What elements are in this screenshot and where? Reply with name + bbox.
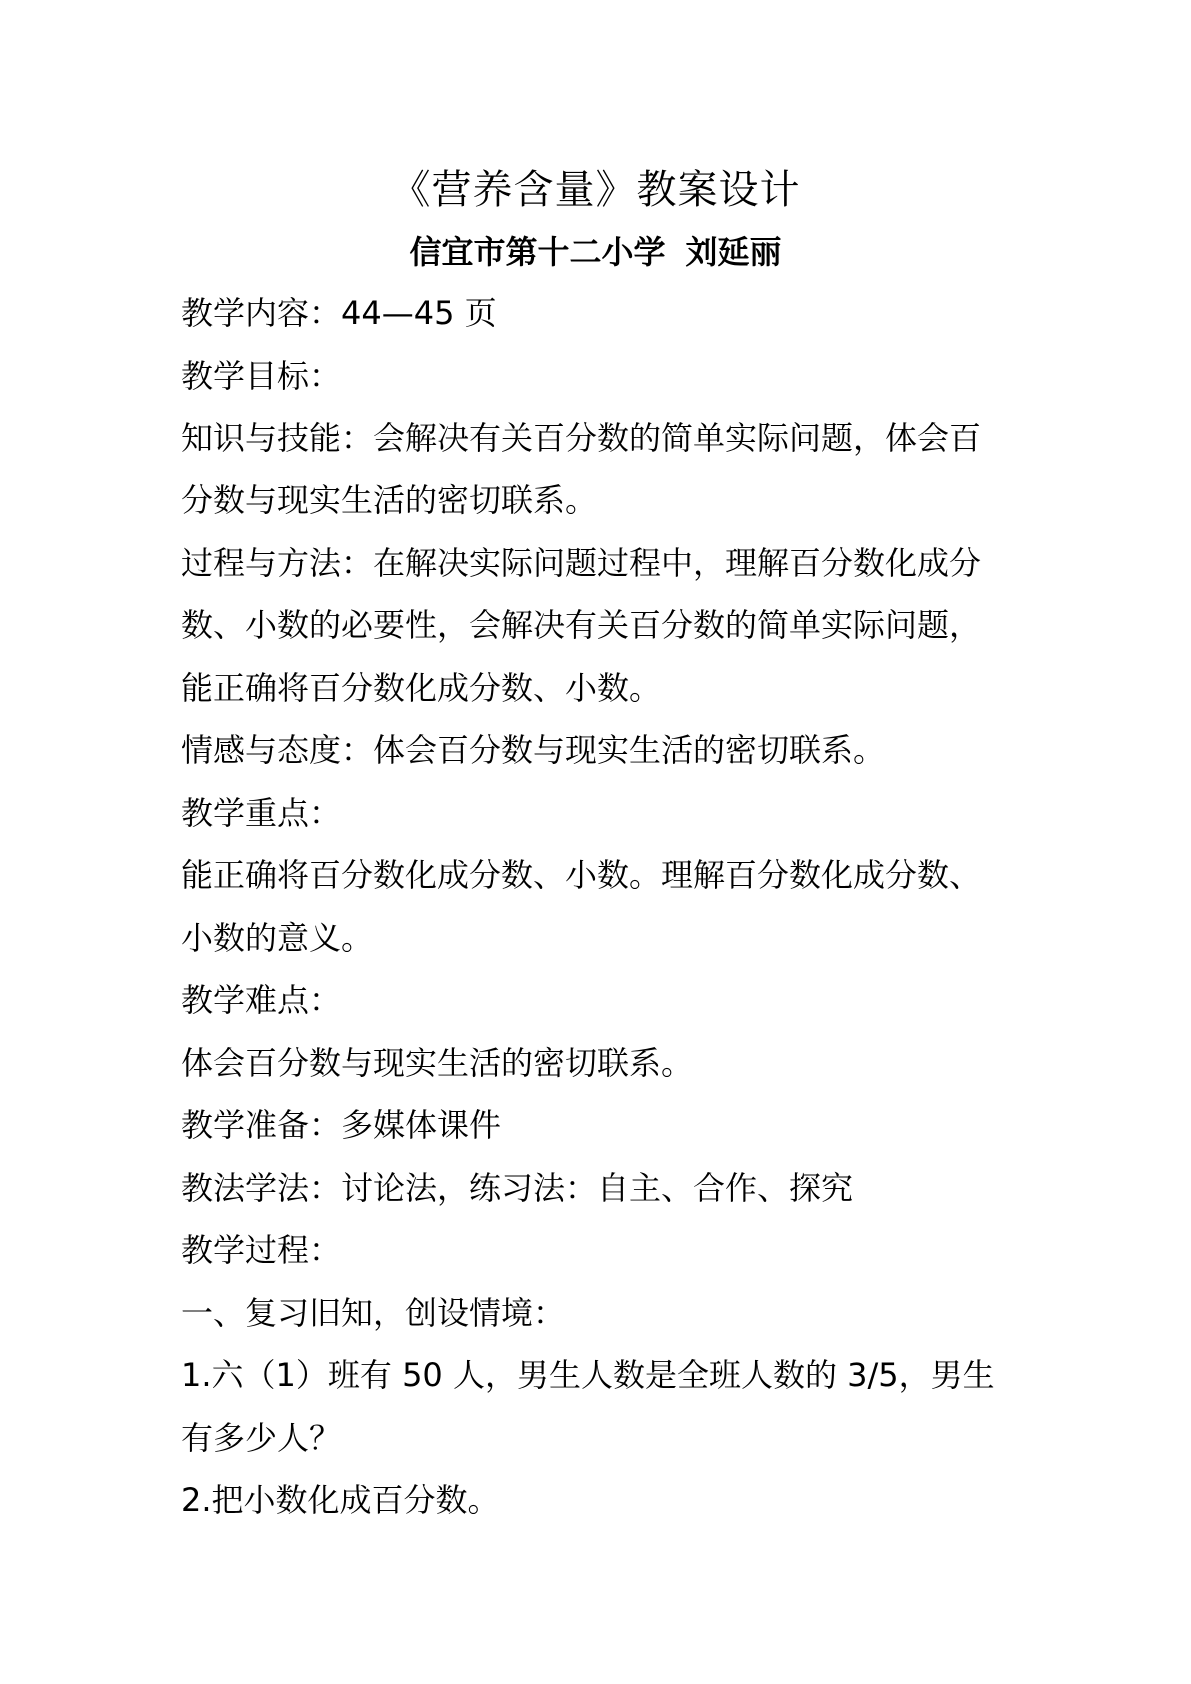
exercise-1-line: 1.六（1）班有 50 人，男生人数是全班人数的 3/5，男生: [181, 1356, 995, 1394]
exercise-1-line-cont: 有多少人？: [181, 1419, 342, 1457]
knowledge-skills-line-cont: 分数与现实生活的密切联系。: [181, 481, 598, 519]
process-method-line: 过程与方法：在解决实际问题过程中，理解百分数化成分: [181, 544, 982, 582]
teaching-goals-heading: 教学目标：: [181, 357, 342, 395]
document-author-line: [0, 230, 1191, 274]
review-heading: 一、复习旧知，创设情境：: [181, 1294, 566, 1332]
exercise-2-line: 2.把小数化成百分数。: [181, 1481, 500, 1519]
process-heading: 教学过程：: [181, 1231, 342, 1269]
teaching-content-line: 教学内容：44—45 页: [181, 294, 497, 332]
emotion-attitude-line: 情感与态度：体会百分数与现实生活的密切联系。: [181, 731, 886, 769]
key-points-line-cont: 小数的意义。: [181, 919, 374, 957]
school-name: 信宜市第十二小学: [409, 233, 666, 271]
difficulties-line: 体会百分数与现实生活的密切联系。: [181, 1044, 694, 1082]
author-name: 刘延丽: [685, 233, 782, 271]
process-method-line-cont-2: 能正确将百分数化成分数、小数。: [181, 669, 662, 707]
key-points-line: 能正确将百分数化成分数、小数。理解百分数化成分数、: [181, 856, 982, 894]
preparation-line: 教学准备：多媒体课件: [181, 1106, 502, 1144]
process-method-line-cont: 数、小数的必要性，会解决有关百分数的简单实际问题，: [181, 606, 982, 644]
knowledge-skills-line: 知识与技能：会解决有关百分数的简单实际问题，体会百: [181, 419, 982, 457]
key-points-heading: 教学重点：: [181, 794, 342, 832]
difficulties-heading: 教学难点：: [181, 981, 342, 1019]
document-title: 《营养含量》教案设计: [390, 167, 801, 213]
methods-line: 教法学法：讨论法，练习法：自主、合作、探究: [181, 1169, 854, 1207]
